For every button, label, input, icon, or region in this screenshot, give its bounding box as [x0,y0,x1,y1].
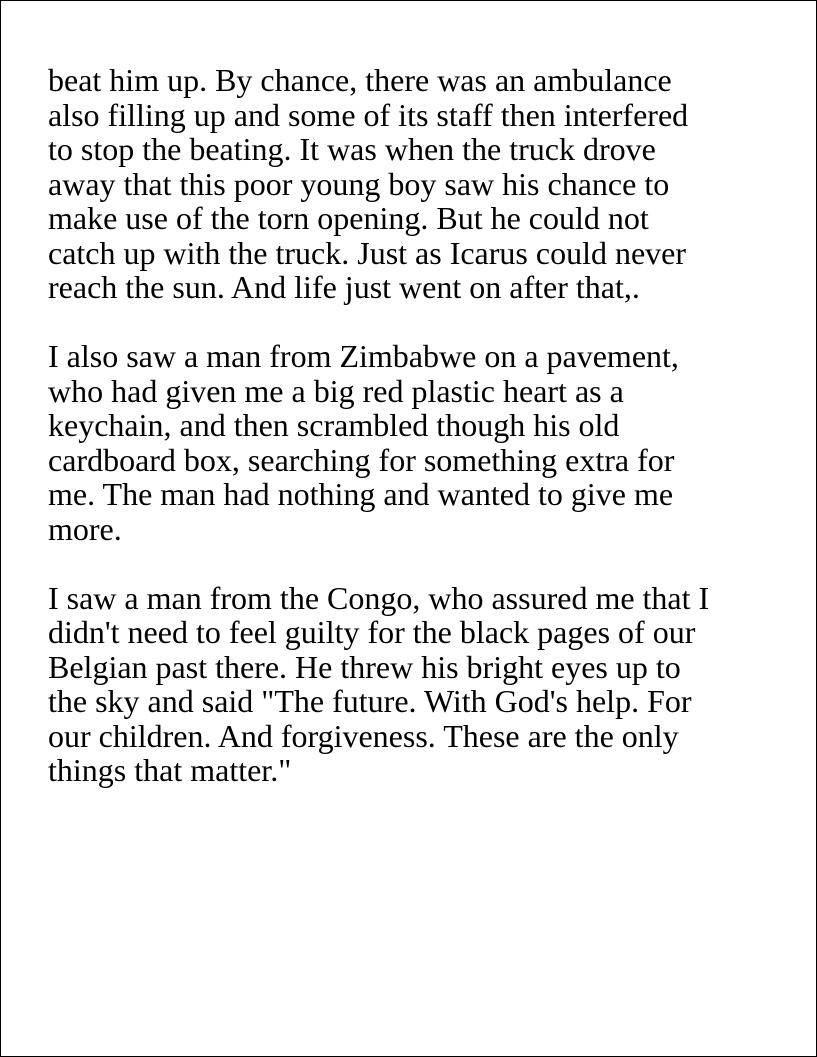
text-line: to stop the beating. It was when the truck drove [48,131,656,167]
text-line: reach the sun. And life just went on after that,. [48,269,640,305]
text-line: the sky and said "The future. With God's help. For [48,683,692,719]
text-line: me. The man had nothing and wanted to give me [48,476,674,512]
text-line: beat him up. By chance, there was an ambulance [48,62,672,98]
text-line: things that matter." [48,752,292,788]
paragraph-2 [48,339,788,546]
text-line: didn't need to feel guilty for the black pages of our [48,614,696,650]
text-line: keychain, and then scrambled though his old [48,407,620,443]
text-line: make use of the torn opening. But he could not [48,200,649,236]
text-line: who had given me a big red plastic heart as a [48,372,624,409]
text-line: cardboard box, searching for something extra for [48,441,675,478]
paragraph-1 [48,63,788,305]
text-line: away that this poor young boy saw his chance to [48,165,670,202]
text-line: I saw a man from the Congo, who assured me that I [48,579,710,616]
document-body [48,63,788,822]
paragraph-3 [48,581,788,788]
text-line: Belgian past there. He threw his bright eyes up to [48,648,681,685]
text-line: also filling up and some of its staff then interfered [48,96,689,133]
text-line: our children. And forgiveness. These are the only [48,717,679,754]
text-line: more. [48,510,122,547]
text-line: I also saw a man from Zimbabwe on a pavement, [48,338,679,374]
text-line: catch up with the truck. Just as Icarus could never [48,234,687,271]
